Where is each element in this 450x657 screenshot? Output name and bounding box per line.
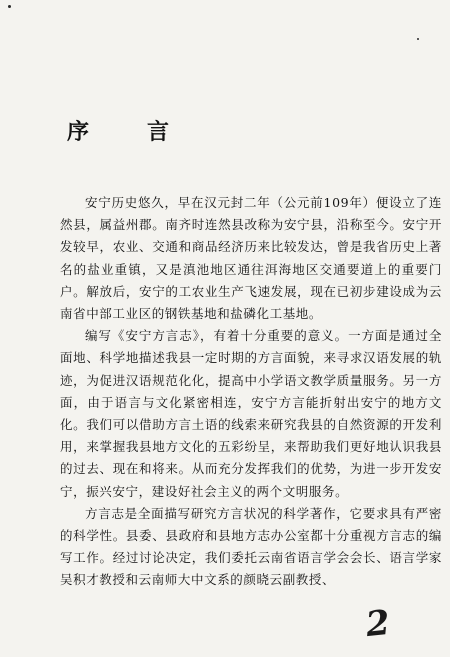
paragraph: 编写《安宁方言志》，有着十分重要的意义。一方面是通过全面地、科学地描述我县一定时期的方言面貌，来寻求汉语发展的轨迹，为促进汉语规范化化，提高中小学语文教学质量服务。另一方面，由于语言与文化紧密相连，安宁方言能折射出安宁的地方文化。我们可以借助方言土语的线索来研究我县的自然资源的开发利用，来掌握我县地方文化的五彩纷呈，来帮助我们更好地认识我县的过去、现在和将来。从而充分发挥我们的优势，为进一步开发安宁，振兴安宁，建设好社会主义的两个文明服务。 [60, 328, 442, 499]
paragraph: 方言志是全面描写研究方言状况的科学著作，它要求具有严密的科学性。县委、县政府和县地方志办公室都十分重视方言志的编写工作。经过讨论决定，我们委托云南省语言学会会长、语言学家吴积才教授和云南师大中文系的颜晓云副教授、 [60, 505, 442, 588]
scan-speck [8, 5, 11, 8]
paragraph: 安宁历史悠久，早在汉元封二年（公元前109年）便设立了连然县，属益州郡。南齐时连然县改称为安宁县，沿称至今。安宁开发较早，农业、交通和商品经济历来比较发达，曾是我省历史上著名的盐业重镇，又是滇池地区通往洱海地区交通要道上的重要门户。解放后，安宁的工农业生产飞速发展，现在已初步建设成为云南省中部工业区的钢铁基地和盐磷化工基地。 [60, 195, 442, 322]
page-number: 2 [363, 602, 392, 646]
scan-speck [417, 38, 419, 40]
preface-body [60, 192, 442, 592]
page-title: 序 言 [67, 119, 188, 145]
